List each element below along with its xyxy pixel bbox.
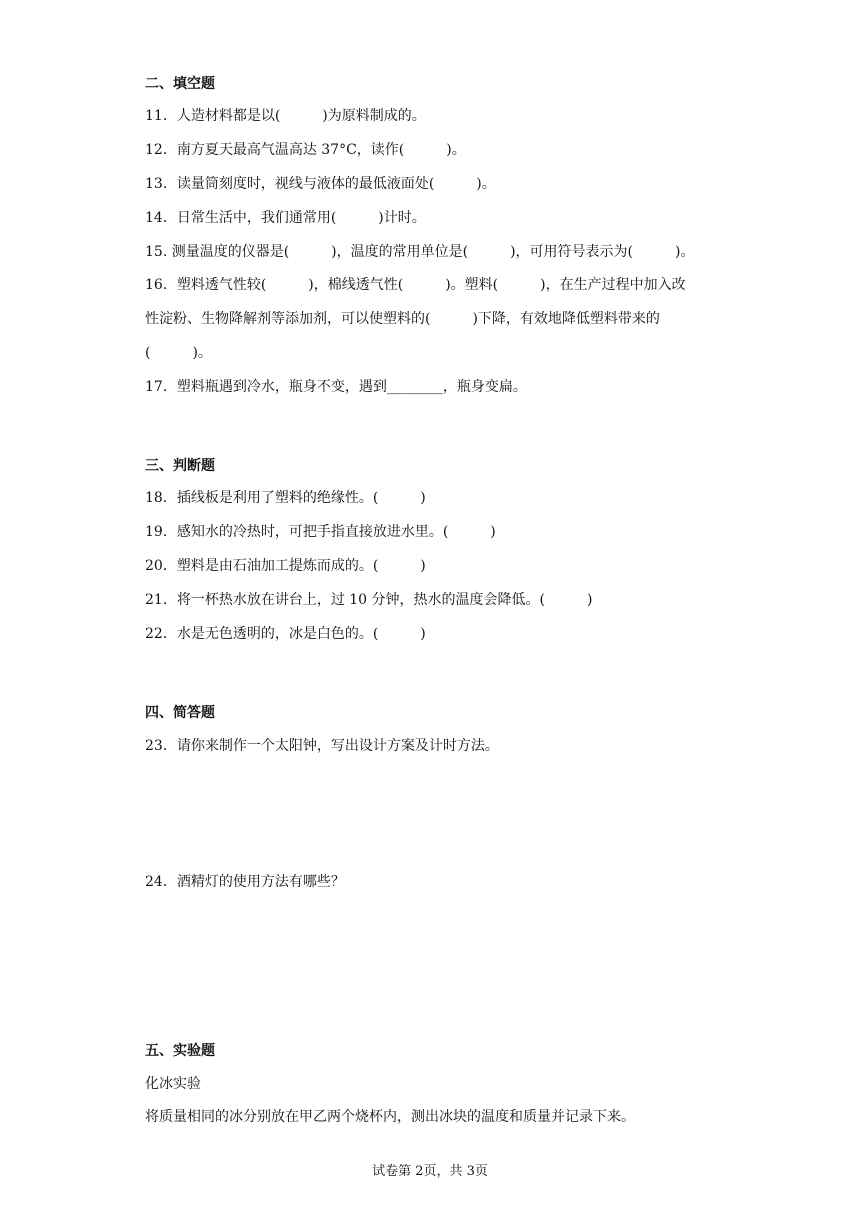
experiment-title: 化冰实验	[145, 1076, 201, 1092]
question-11: 11．人造材料都是以( )为原料制成的。	[145, 108, 426, 124]
question-13: 13．读量筒刻度时，视线与液体的最低液面处( )。	[145, 176, 496, 192]
page-footer: 试卷第 2页，共 3页	[372, 1164, 488, 1179]
question-14: 14．日常生活中，我们通常用( )计时。	[145, 210, 426, 226]
section-experiment-heading: 五、实验题	[145, 1043, 215, 1059]
question-17: 17．塑料瓶遇到冷水，瓶身不变，遇到________，瓶身变扁。	[145, 379, 527, 395]
question-20: 20．塑料是由石油加工提炼而成的。( )	[145, 558, 426, 574]
question-19: 19．感知水的冷热时，可把手指直接放进水里。( )	[145, 524, 496, 540]
question-16-line-3: ( )。	[145, 345, 212, 361]
experiment-description: 将质量相同的冰分别放在甲乙两个烧杯内，测出冰块的温度和质量并记录下来。	[145, 1109, 635, 1125]
question-24: 24．酒精灯的使用方法有哪些？	[145, 874, 345, 890]
question-15: 15. 测量温度的仪器是( )，温度的常用单位是( )，可用符号表示为( )。	[145, 244, 695, 260]
question-21: 21．将一杯热水放在讲台上，过 10 分钟，热水的温度会降低。( )	[145, 592, 593, 608]
section-judge-heading: 三、判断题	[145, 458, 215, 474]
question-16-line-2: 性淀粉、生物降解剂等添加剂，可以使塑料的( )下降，有效地降低塑料带来的	[145, 311, 660, 327]
question-18: 18．插线板是利用了塑料的绝缘性。( )	[145, 490, 426, 506]
question-23: 23．请你来制作一个太阳钟，写出设计方案及计时方法。	[145, 738, 499, 754]
section-short-heading: 四、简答题	[145, 705, 215, 721]
question-16-line-1: 16．塑料透气性较( )，棉线透气性( )。塑料( )，在生产过程中加入改	[145, 277, 686, 293]
section-fill-heading: 二、填空题	[145, 76, 215, 92]
question-22: 22．水是无色透明的，冰是白色的。( )	[145, 626, 426, 642]
question-12: 12．南方夏天最高气温高达 37°C，读作( )。	[145, 142, 466, 158]
